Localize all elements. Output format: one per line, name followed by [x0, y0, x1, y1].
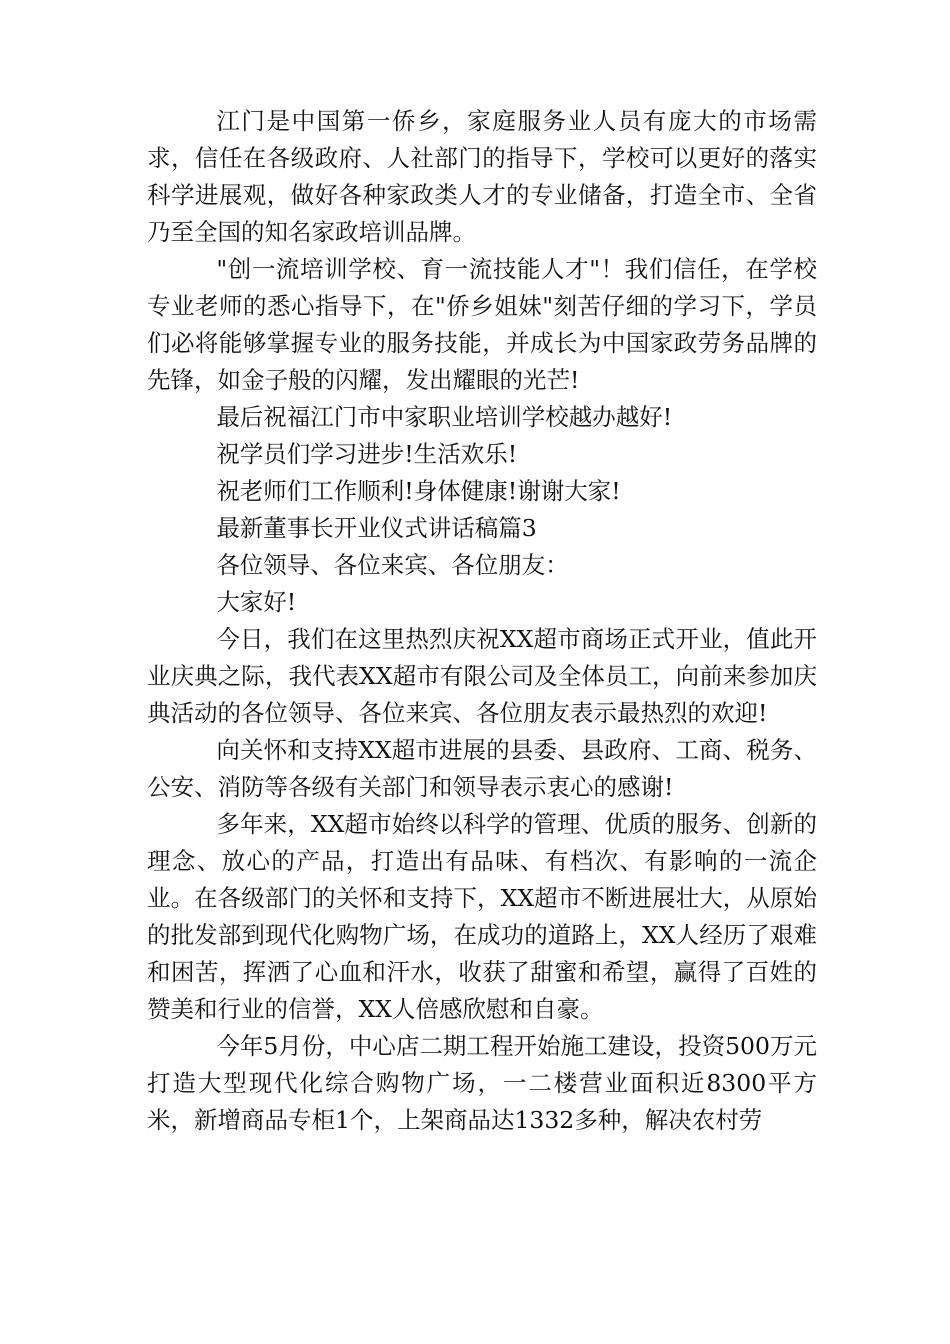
paragraph-blessing-teachers: 祝老师们工作顺利!身体健康!谢谢大家! — [216, 477, 621, 505]
section-heading: 最新董事长开业仪式讲话稿篇3 — [216, 514, 537, 542]
document-body — [147, 103, 817, 1139]
paragraph-thanks: 向关怀和支持XX超市进展的县委、县政府、工商、税务、公安、消防等各级有关部门和领导表示衷心的感谢! — [147, 736, 817, 801]
greeting: 大家好! — [216, 588, 297, 616]
paragraph-opening-celebration: 今日，我们在这里热烈庆祝XX超市商场正式开业，值此开业庆典之际，我代表XX超市有限公司及全体员工，向前来参加庆典活动的各位领导、各位来宾、各位朋友表示最热烈的欢迎! — [147, 625, 817, 727]
paragraph-phase-two: 今年5月份，中心店二期工程开始施工建设，投资500万元打造大型现代化综合购物广场，一二楼营业面积近8300平方米，新增商品专柜1个，上架商品达1332多种，解决农村劳 — [147, 1032, 817, 1134]
paragraph-history: 多年来，XX超市始终以科学的管理、优质的服务、创新的理念、放心的产品，打造出有品味、有档次、有影响的一流企业。在各级部门的关怀和支持下，XX超市不断进展壮大，从原始的批发部到现代化购物广场，在成功的道路上，XX人经历了艰难和困苦，挥洒了心血和汗水，收获了甜蜜和希望，赢得了百姓的赞美和行业的信誉，XX人倍感欣慰和自豪。 — [147, 810, 817, 1023]
paragraph-slogan: "创一流培训学校、育一流技能人才"！我们信任，在学校专业老师的悉心指导下，在"侨乡姐妹"刻苦仔细的学习下，学员们必将能够掌握专业的服务技能，并成长为中国家政劳务品牌的先锋，如金子般的闪耀，发出耀眼的光芒! — [147, 255, 817, 394]
paragraph-blessing-students: 祝学员们学习进步!生活欢乐! — [216, 440, 518, 468]
paragraph-qiaoxiang-market: 江门是中国第一侨乡，家庭服务业人员有庞大的市场需求，信任在各级政府、人社部门的指导下，学校可以更好的落实科学进展观，做好各种家政类人才的专业储备，打造全市、全省乃至全国的知名家政培训品牌。 — [147, 107, 817, 246]
paragraph-blessing-school: 最后祝福江门市中家职业培训学校越办越好! — [216, 403, 673, 431]
salutation: 各位领导、各位来宾、各位朋友： — [216, 551, 569, 579]
